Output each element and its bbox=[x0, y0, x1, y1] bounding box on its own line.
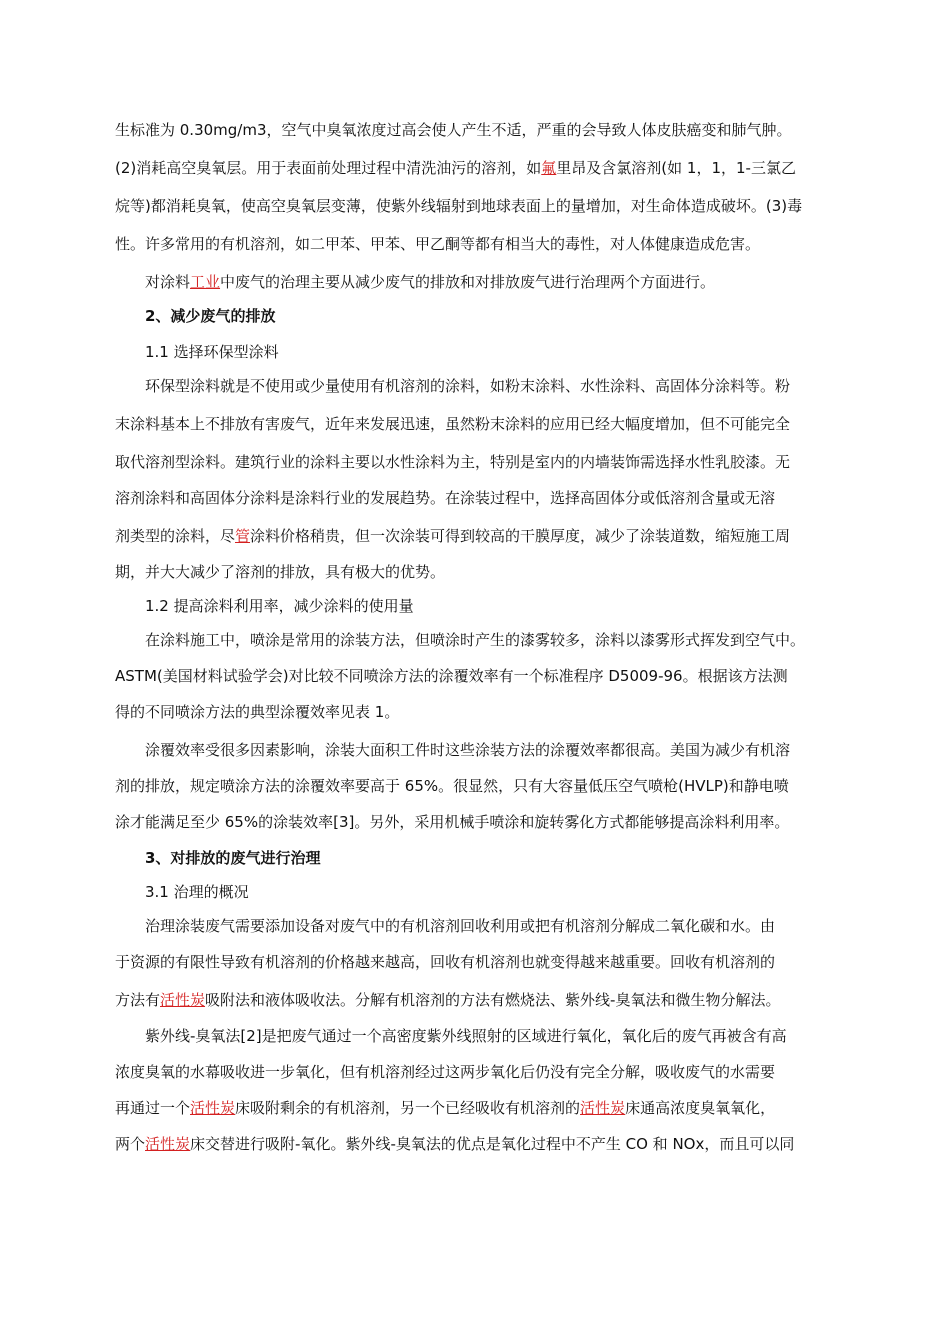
subsection-heading: 3.1 治理的概况 bbox=[145, 883, 249, 901]
paragraph-line: 烷等)都消耗臭氧，使高空臭氧层变薄，使紫外线辐射到地球表面上的量增加，对生命体造成破坏。(3)毒 bbox=[115, 197, 803, 215]
keyword-link[interactable]: 活性炭 bbox=[580, 1099, 626, 1117]
keyword-link[interactable]: 管 bbox=[235, 527, 251, 545]
paragraph-line: 性。许多常用的有机溶剂，如二甲苯、甲苯、甲乙酮等都有相当大的毒性，对人体健康造成危害。 bbox=[115, 235, 761, 253]
paragraph-line: 紫外线-臭氧法[2]是把废气通过一个高密度紫外线照射的区域进行氧化，氧化后的废气再被含有高 bbox=[145, 1027, 787, 1045]
section-heading: 3、对排放的废气进行治理 bbox=[145, 849, 321, 867]
paragraph-line: 涂覆效率受很多因素影响，涂装大面积工件时这些涂装方法的涂覆效率都很高。美国为减少有机溶 bbox=[145, 741, 791, 759]
paragraph-line: 方法有活性炭吸附法和液体吸收法。分解有机溶剂的方法有燃烧法、紫外线-臭氧法和微生物分解法。 bbox=[115, 991, 781, 1009]
keyword-link[interactable]: 氟 bbox=[541, 159, 557, 177]
paragraph-line: 环保型涂料就是不使用或少量使用有机溶剂的涂料，如粉末涂料、水性涂料、高固体分涂料等。粉 bbox=[145, 377, 791, 395]
paragraph-line: 剂类型的涂料，尽管涂料价格稍贵，但一次涂装可得到较高的干膜厚度，减少了涂装道数，缩短施工周 bbox=[115, 527, 791, 545]
subsection-heading: 1.2 提高涂料利用率，减少涂料的使用量 bbox=[145, 597, 414, 615]
section-heading: 2、减少废气的排放 bbox=[145, 307, 276, 325]
paragraph-line: 于资源的有限性导致有机溶剂的价格越来越高，回收有机溶剂也就变得越来越重要。回收有机溶剂的 bbox=[115, 953, 776, 971]
paragraph-line: 在涂料施工中，喷涂是常用的涂装方法，但喷涂时产生的漆雾较多，涂料以漆雾形式挥发到空气中。 bbox=[145, 631, 806, 649]
paragraph-line: 生标准为 0.30mg/m3，空气中臭氧浓度过高会使人产生不适，严重的会导致人体皮肤癌变和肺气肿。 bbox=[115, 121, 792, 139]
subsection-heading: 1.1 选择环保型涂料 bbox=[145, 343, 279, 361]
keyword-link[interactable]: 活性炭 bbox=[160, 991, 206, 1009]
paragraph-line: 溶剂涂料和高固体分涂料是涂料行业的发展趋势。在涂装过程中，选择高固体分或低溶剂含量或无溶 bbox=[115, 489, 776, 507]
keyword-link[interactable]: 工业 bbox=[190, 273, 221, 291]
paragraph-line: (2)消耗高空臭氧层。用于表面前处理过程中清洗油污的溶剂，如氟里昂及含氯溶剂(如 1，1，1-三氯乙 bbox=[115, 159, 796, 177]
keyword-link[interactable]: 活性炭 bbox=[145, 1135, 191, 1153]
paragraph-line: 治理涂装废气需要添加设备对废气中的有机溶剂回收利用或把有机溶剂分解成二氧化碳和水。由 bbox=[145, 917, 776, 935]
paragraph-line: 期，并大大减少了溶剂的排放，具有极大的优势。 bbox=[115, 563, 446, 581]
paragraph-line: 对涂料工业中废气的治理主要从减少废气的排放和对排放废气进行治理两个方面进行。 bbox=[145, 273, 716, 291]
paragraph-line: 涂才能满足至少 65%的涂装效率[3]。另外，采用机械手喷涂和旋转雾化方式都能够提高涂料利用率。 bbox=[115, 813, 790, 831]
paragraph-line: ASTM(美国材料试验学会)对比较不同喷涂方法的涂覆效率有一个标准程序 D5009-96。根据该方法测 bbox=[115, 667, 788, 685]
paragraph-line: 再通过一个活性炭床吸附剩余的有机溶剂，另一个已经吸收有机溶剂的活性炭床通高浓度臭氧氧化， bbox=[115, 1099, 776, 1117]
paragraph-line: 两个活性炭床交替进行吸附-氧化。紫外线-臭氧法的优点是氧化过程中不产生 CO 和 NOx，而且可以同 bbox=[115, 1135, 795, 1153]
paragraph-line: 剂的排放，规定喷涂方法的涂覆效率要高于 65%。很显然，只有大容量低压空气喷枪(HVLP)和静电喷 bbox=[115, 777, 789, 795]
paragraph-line: 得的不同喷涂方法的典型涂覆效率见表 1。 bbox=[115, 703, 400, 721]
keyword-link[interactable]: 活性炭 bbox=[190, 1099, 236, 1117]
paragraph-line: 末涂料基本上不排放有害废气，近年来发展迅速，虽然粉末涂料的应用已经大幅度增加，但不可能完全 bbox=[115, 415, 791, 433]
paragraph-line: 浓度臭氧的水幕吸收进一步氧化，但有机溶剂经过这两步氧化后仍没有完全分解，吸收废气的水需要 bbox=[115, 1063, 776, 1081]
paragraph-line: 取代溶剂型涂料。建筑行业的涂料主要以水性涂料为主，特别是室内的内墙装饰需选择水性乳胶漆。无 bbox=[115, 453, 791, 471]
